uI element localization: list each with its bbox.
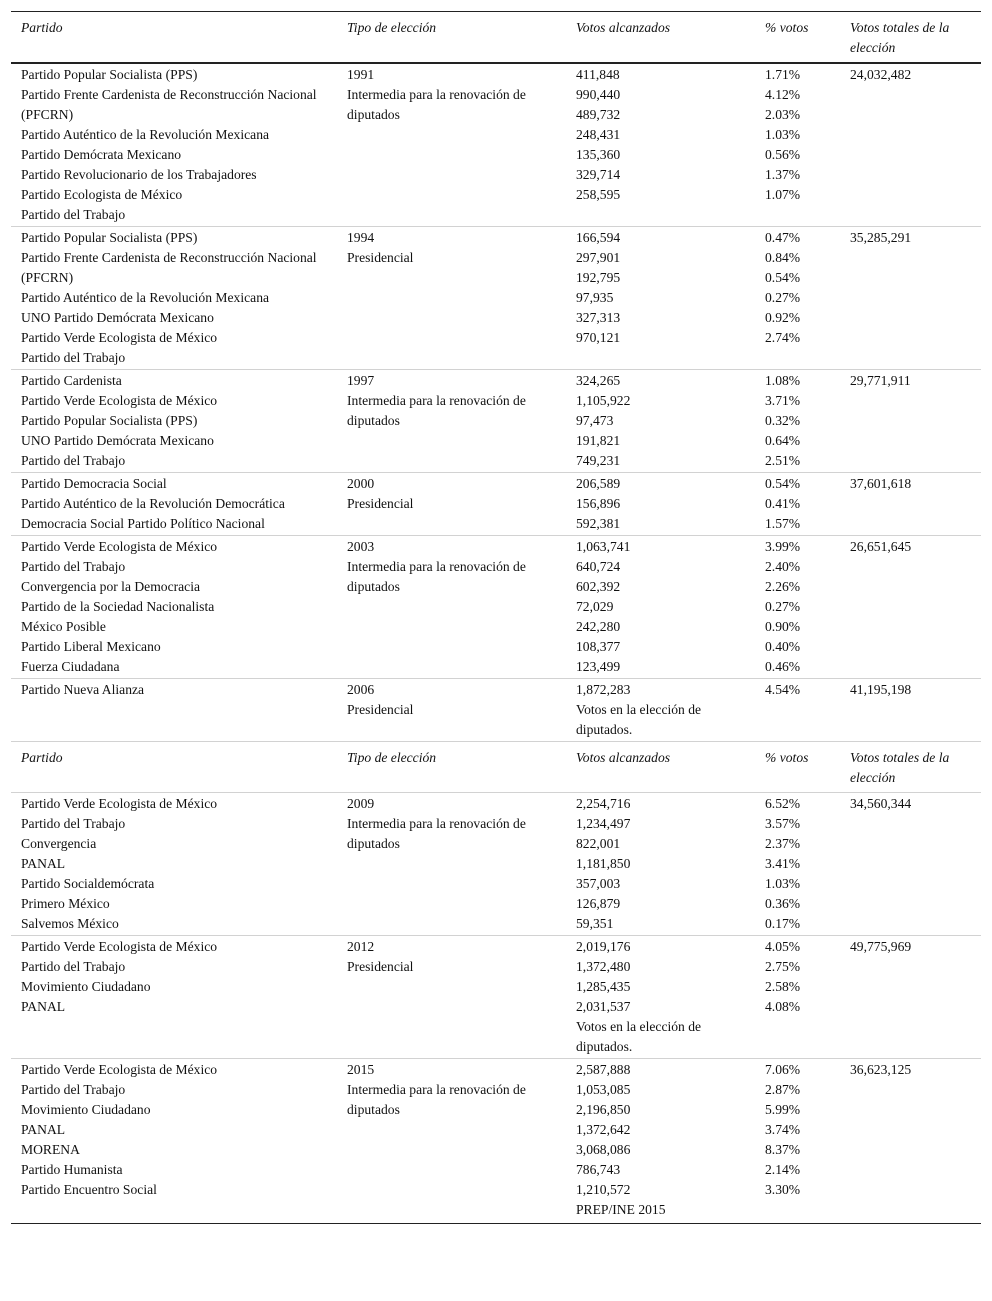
- party-name-cell: [11, 680, 337, 740]
- votes-value-cell: [566, 474, 755, 534]
- votes-value-cell: [566, 371, 755, 471]
- votes-value: 191,821: [576, 433, 621, 448]
- votes-value: 123,499: [576, 659, 621, 674]
- votes-value: 786,743: [576, 1162, 621, 1177]
- party-name-cell: [11, 937, 337, 1057]
- table-row: [11, 792, 981, 935]
- votes-value: 411,848: [576, 67, 620, 82]
- percent-value: 4.05%: [765, 939, 801, 954]
- election-type: 2003: [347, 539, 375, 554]
- election-type: Intermedia para la renovación de diputados: [347, 816, 526, 851]
- election-type-cell: [337, 65, 566, 225]
- percent-value: 0.27%: [765, 599, 801, 614]
- total-votes-cell: [840, 474, 981, 534]
- percent-value-cell: [755, 371, 840, 471]
- total-votes: 41,195,198: [850, 682, 912, 697]
- party-name: MORENA: [21, 1142, 80, 1157]
- votes-value: 1,285,435: [576, 979, 631, 994]
- total-votes: 26,651,645: [850, 539, 912, 554]
- votes-value: 1,181,850: [576, 856, 631, 871]
- election-type-cell: [337, 537, 566, 677]
- election-type: 2009: [347, 796, 375, 811]
- votes-value: Votos en la elección de diputados.: [576, 1019, 702, 1054]
- percent-value: 7.06%: [765, 1062, 801, 1077]
- party-name: Partido del Trabajo: [21, 207, 126, 222]
- percent-value: 0.41%: [765, 496, 801, 511]
- votes-value: PREP/INE 2015: [576, 1202, 666, 1217]
- total-votes-cell: [840, 1060, 981, 1220]
- percent-value: 0.56%: [765, 147, 801, 162]
- percent-value: 2.40%: [765, 559, 801, 574]
- election-type: 2015: [347, 1062, 375, 1077]
- votes-value-cell: [566, 794, 755, 934]
- votes-value: 297,901: [576, 250, 621, 265]
- percent-value: 3.74%: [765, 1122, 801, 1137]
- party-name: Partido Humanista: [21, 1162, 123, 1177]
- percent-value: 0.90%: [765, 619, 801, 634]
- table-row: [11, 472, 981, 535]
- votes-value: 166,594: [576, 230, 621, 245]
- percent-value: 1.37%: [765, 167, 801, 182]
- percent-value-cell: [755, 937, 840, 1057]
- total-votes: 35,285,291: [850, 230, 912, 245]
- votes-value: 327,313: [576, 310, 621, 325]
- votes-value: 156,896: [576, 496, 621, 511]
- percent-value: 2.26%: [765, 579, 801, 594]
- election-type: Presidencial: [347, 250, 414, 265]
- percent-value: 8.37%: [765, 1142, 801, 1157]
- party-name: Partido Encuentro Social: [21, 1182, 157, 1197]
- votes-value: 192,795: [576, 270, 621, 285]
- percent-value: 3.71%: [765, 393, 801, 408]
- subheader-totales: Votos totales de la elección: [850, 750, 950, 785]
- votes-value: 242,280: [576, 619, 621, 634]
- percent-value: 1.03%: [765, 127, 801, 142]
- percent-value: 6.52%: [765, 796, 801, 811]
- election-type: Intermedia para la renovación de diputados: [347, 87, 526, 122]
- votes-value: 1,063,741: [576, 539, 631, 554]
- votes-value: 1,872,283: [576, 682, 631, 697]
- election-type: Intermedia para la renovación de diputados: [347, 559, 526, 594]
- percent-value: 2.58%: [765, 979, 801, 994]
- subheader-pct: % votos: [765, 750, 809, 765]
- percent-value: 0.47%: [765, 230, 801, 245]
- votes-value: 72,029: [576, 599, 614, 614]
- party-name: Fuerza Ciudadana: [21, 659, 120, 674]
- subheader-tipo: Tipo de elección: [347, 750, 437, 765]
- party-name: Primero México: [21, 896, 110, 911]
- percent-value-cell: [755, 794, 840, 934]
- total-votes: 24,032,482: [850, 67, 912, 82]
- election-type: Presidencial: [347, 959, 414, 974]
- percent-value: 0.64%: [765, 433, 801, 448]
- table-body-part-2: [11, 792, 981, 1221]
- percent-value: 0.40%: [765, 639, 801, 654]
- percent-value: 0.54%: [765, 476, 801, 491]
- votes-value-cell: [566, 65, 755, 225]
- party-name: Partido Liberal Mexicano: [21, 639, 161, 654]
- percent-value: 4.08%: [765, 999, 801, 1014]
- percent-value: 2.75%: [765, 959, 801, 974]
- percent-value-cell: [755, 1060, 840, 1220]
- votes-value-cell: [566, 937, 755, 1057]
- total-votes-cell: [840, 794, 981, 934]
- total-votes-cell: [840, 65, 981, 225]
- election-type: 2012: [347, 939, 375, 954]
- votes-value: 592,381: [576, 516, 621, 531]
- election-type: Presidencial: [347, 496, 414, 511]
- percent-value-cell: [755, 537, 840, 677]
- votes-value: 2,254,716: [576, 796, 631, 811]
- party-name: Partido Verde Ecologista de México: [21, 796, 218, 811]
- election-type: 2000: [347, 476, 375, 491]
- percent-value: 4.54%: [765, 682, 801, 697]
- election-type: Intermedia para la renovación de diputados: [347, 1082, 526, 1117]
- election-type-cell: [337, 680, 566, 740]
- party-name: Partido Nueva Alianza: [21, 682, 145, 697]
- votes-value: 97,935: [576, 290, 614, 305]
- party-name-cell: [11, 537, 337, 677]
- header-votos: Votos alcanzados: [576, 20, 671, 35]
- party-name: Partido Frente Cardenista de Reconstrucción Nacional (PFCRN): [21, 250, 317, 285]
- party-name: Democracia Social Partido Político Nacional: [21, 516, 265, 531]
- percent-value-cell: [755, 474, 840, 534]
- votes-value: 2,019,176: [576, 939, 631, 954]
- votes-value: 258,595: [576, 187, 621, 202]
- percent-value: 0.46%: [765, 659, 801, 674]
- party-name: UNO Partido Demócrata Mexicano: [21, 310, 214, 325]
- votes-value: 1,210,572: [576, 1182, 631, 1197]
- table-row: [11, 64, 981, 226]
- percent-value: 5.99%: [765, 1102, 801, 1117]
- party-name-cell: [11, 371, 337, 471]
- votes-value: Votos en la elección de diputados.: [576, 702, 702, 737]
- party-name-cell: [11, 1060, 337, 1220]
- percent-value: 0.32%: [765, 413, 801, 428]
- party-name: México Posible: [21, 619, 106, 634]
- percent-value: 2.03%: [765, 107, 801, 122]
- percent-value: 2.74%: [765, 330, 801, 345]
- votes-value-cell: [566, 537, 755, 677]
- party-name: Partido Verde Ecologista de México: [21, 539, 218, 554]
- votes-value: 822,001: [576, 836, 621, 851]
- party-name: PANAL: [21, 1122, 66, 1137]
- votes-value: 1,372,642: [576, 1122, 631, 1137]
- percent-value: 1.71%: [765, 67, 801, 82]
- votes-value: 1,234,497: [576, 816, 631, 831]
- party-name: Partido de la Sociedad Nacionalista: [21, 599, 215, 614]
- table-row: [11, 678, 981, 741]
- party-name: Partido Popular Socialista (PPS): [21, 67, 198, 82]
- percent-value: 3.41%: [765, 856, 801, 871]
- party-name: Partido Popular Socialista (PPS): [21, 413, 198, 428]
- subheader-partido: Partido: [21, 750, 63, 765]
- header-tipo: Tipo de elección: [347, 20, 437, 35]
- party-name: Partido Verde Ecologista de México: [21, 1062, 218, 1077]
- percent-value: 0.36%: [765, 896, 801, 911]
- table-header: [11, 12, 981, 64]
- percent-value-cell: [755, 228, 840, 368]
- party-name-cell: [11, 228, 337, 368]
- votes-value: 749,231: [576, 453, 621, 468]
- votes-value: 602,392: [576, 579, 621, 594]
- table-row: [11, 535, 981, 678]
- total-votes: 37,601,618: [850, 476, 912, 491]
- percent-value: 2.51%: [765, 453, 801, 468]
- party-name: Partido del Trabajo: [21, 959, 126, 974]
- percent-value: 1.57%: [765, 516, 801, 531]
- party-name: Partido del Trabajo: [21, 1082, 126, 1097]
- election-type: Presidencial: [347, 702, 414, 717]
- percent-value: 3.57%: [765, 816, 801, 831]
- party-name: Convergencia: [21, 836, 97, 851]
- votes-value: 2,031,537: [576, 999, 631, 1014]
- party-name: Partido del Trabajo: [21, 559, 126, 574]
- total-votes: 29,771,911: [850, 373, 911, 388]
- votes-value: 489,732: [576, 107, 621, 122]
- party-name: Salvemos México: [21, 916, 119, 931]
- percent-value: 1.08%: [765, 373, 801, 388]
- party-name: Partido del Trabajo: [21, 816, 126, 831]
- percent-value-cell: [755, 65, 840, 225]
- party-name: Partido Frente Cardenista de Reconstrucción Nacional (PFCRN): [21, 87, 317, 122]
- votes-value: 970,121: [576, 330, 621, 345]
- party-name: Partido Socialdemócrata: [21, 876, 155, 891]
- party-name: Partido Verde Ecologista de México: [21, 939, 218, 954]
- votes-value: 108,377: [576, 639, 621, 654]
- party-name: UNO Partido Demócrata Mexicano: [21, 433, 214, 448]
- total-votes-cell: [840, 228, 981, 368]
- total-votes-cell: [840, 680, 981, 740]
- party-name: Partido Ecologista de México: [21, 187, 183, 202]
- votes-value: 640,724: [576, 559, 621, 574]
- election-type: 1994: [347, 230, 375, 245]
- votes-value: 990,440: [576, 87, 621, 102]
- votes-value: 206,589: [576, 476, 621, 491]
- election-type: Intermedia para la renovación de diputados: [347, 393, 526, 428]
- votes-value: 126,879: [576, 896, 621, 911]
- total-votes: 49,775,969: [850, 939, 912, 954]
- party-name: Partido Auténtico de la Revolución Democrática: [21, 496, 285, 511]
- total-votes-cell: [840, 537, 981, 677]
- party-name: PANAL: [21, 856, 66, 871]
- table-subheader: [11, 741, 981, 792]
- percent-value: 2.87%: [765, 1082, 801, 1097]
- header-totales: Votos totales de la elección: [850, 20, 950, 55]
- bottom-rule: [11, 1223, 981, 1224]
- percent-value: 3.30%: [765, 1182, 801, 1197]
- election-type: 2006: [347, 682, 375, 697]
- votes-value: 1,105,922: [576, 393, 631, 408]
- votes-value: 135,360: [576, 147, 621, 162]
- table-row: [11, 1058, 981, 1221]
- election-type: 1991: [347, 67, 375, 82]
- table-body-part-1: [11, 64, 981, 741]
- votes-value: 329,714: [576, 167, 621, 182]
- percent-value: 1.07%: [765, 187, 801, 202]
- party-name-cell: [11, 65, 337, 225]
- votes-value: 97,473: [576, 413, 614, 428]
- header-pct: % votos: [765, 20, 809, 35]
- percent-value: 0.17%: [765, 916, 801, 931]
- election-type-cell: [337, 1060, 566, 1220]
- percent-value: 1.03%: [765, 876, 801, 891]
- party-name: Movimiento Ciudadano: [21, 979, 151, 994]
- votes-value-cell: [566, 680, 755, 740]
- total-votes: 34,560,344: [850, 796, 912, 811]
- votes-value: 324,265: [576, 373, 621, 388]
- party-name: Partido Democracia Social: [21, 476, 167, 491]
- election-type-cell: [337, 794, 566, 934]
- percent-value: 3.99%: [765, 539, 801, 554]
- table-row: [11, 935, 981, 1058]
- election-results-table: [11, 11, 981, 1224]
- party-name: Partido Auténtico de la Revolución Mexicana: [21, 290, 270, 305]
- party-name: PANAL: [21, 999, 66, 1014]
- percent-value: 4.12%: [765, 87, 801, 102]
- total-votes: 36,623,125: [850, 1062, 912, 1077]
- party-name: Convergencia por la Democracia: [21, 579, 201, 594]
- percent-value: 2.37%: [765, 836, 801, 851]
- party-name-cell: [11, 794, 337, 934]
- party-name: Partido Popular Socialista (PPS): [21, 230, 198, 245]
- votes-value: 2,196,850: [576, 1102, 631, 1117]
- election-type-cell: [337, 371, 566, 471]
- subheader-votos: Votos alcanzados: [576, 750, 671, 765]
- election-type-cell: [337, 228, 566, 368]
- votes-value: 1,053,085: [576, 1082, 631, 1097]
- election-type: 1997: [347, 373, 375, 388]
- percent-value: 0.27%: [765, 290, 801, 305]
- votes-value: 2,587,888: [576, 1062, 631, 1077]
- party-name: Partido Verde Ecologista de México: [21, 393, 218, 408]
- percent-value: 0.84%: [765, 250, 801, 265]
- percent-value: 0.54%: [765, 270, 801, 285]
- party-name-cell: [11, 474, 337, 534]
- table-row: [11, 369, 981, 472]
- votes-value-cell: [566, 1060, 755, 1220]
- party-name: Partido del Trabajo: [21, 453, 126, 468]
- votes-value: 3,068,086: [576, 1142, 631, 1157]
- party-name: Partido Auténtico de la Revolución Mexicana: [21, 127, 270, 142]
- table-row: [11, 226, 981, 369]
- party-name: Partido Demócrata Mexicano: [21, 147, 182, 162]
- total-votes-cell: [840, 371, 981, 471]
- party-name: Partido Revolucionario de los Trabajadores: [21, 167, 257, 182]
- party-name: Movimiento Ciudadano: [21, 1102, 151, 1117]
- party-name: Partido Cardenista: [21, 373, 122, 388]
- election-type-cell: [337, 474, 566, 534]
- votes-value: 59,351: [576, 916, 614, 931]
- votes-value: 248,431: [576, 127, 621, 142]
- percent-value: 0.92%: [765, 310, 801, 325]
- election-type-cell: [337, 937, 566, 1057]
- total-votes-cell: [840, 937, 981, 1057]
- votes-value-cell: [566, 228, 755, 368]
- header-partido: Partido: [21, 20, 63, 35]
- percent-value: 2.14%: [765, 1162, 801, 1177]
- percent-value-cell: [755, 680, 840, 740]
- votes-value: 1,372,480: [576, 959, 631, 974]
- party-name: Partido Verde Ecologista de México: [21, 330, 218, 345]
- votes-value: 357,003: [576, 876, 621, 891]
- party-name: Partido del Trabajo: [21, 350, 126, 365]
